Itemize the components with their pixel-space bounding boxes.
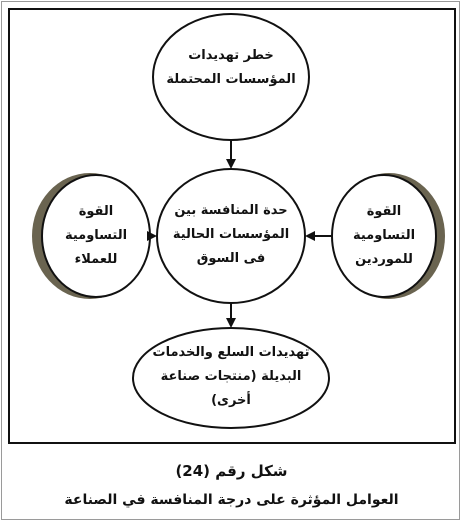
center-node-label: حدة المنافسة بين المؤسسات الحالية فى السوق — [172, 203, 290, 266]
right-node-label: القوة التساومية للموردين — [352, 204, 416, 267]
left-node-label: القوة التساومية للعملاء — [64, 204, 128, 267]
top-node-label: خطر تهديدات المؤسسات المحتملة — [166, 48, 296, 87]
figure-title: العوامل المؤثرة على درجة المنافسة في الصناعة — [64, 492, 399, 508]
figure-number: شكل رقم (24) — [175, 462, 288, 480]
bottom-node-label: تهديدات السلع والخدمات البديلة (منتجات صناعة أخرى) — [152, 345, 310, 408]
